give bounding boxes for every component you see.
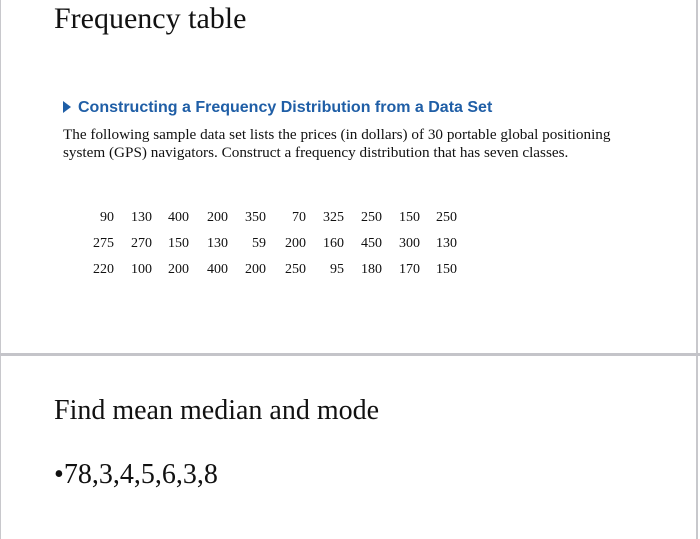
data-value: 270	[131, 236, 152, 251]
data-row	[81, 231, 457, 257]
data-value: 150	[436, 262, 457, 277]
data-value: 170	[399, 262, 420, 277]
number-list: 78,3,4,5,6,3,8	[63, 459, 218, 490]
data-value: 250	[436, 210, 457, 225]
data-value: 180	[361, 262, 382, 277]
data-value: 250	[361, 210, 382, 225]
data-value: 300	[399, 236, 420, 251]
bullet-icon: •	[54, 459, 64, 490]
data-row	[81, 257, 457, 283]
data-value: 130	[207, 236, 228, 251]
slide-mean-median-mode	[0, 356, 698, 539]
data-value: 250	[285, 262, 306, 277]
data-value: 400	[207, 262, 228, 277]
data-value: 200	[207, 210, 228, 225]
data-value: 130	[436, 236, 457, 251]
data-value: 200	[285, 236, 306, 251]
data-value: 160	[323, 236, 344, 251]
slide-title: Frequency table	[54, 2, 247, 35]
data-value: 150	[168, 236, 189, 251]
price-data-set	[81, 205, 457, 283]
data-value: 59	[252, 236, 266, 251]
data-value: 220	[93, 262, 114, 277]
data-value: 70	[292, 210, 306, 225]
triangle-bullet-icon	[63, 101, 71, 113]
example-heading	[63, 99, 492, 117]
data-value: 275	[93, 236, 114, 251]
example-heading-text: Constructing a Frequency Distribution from a Data Set	[78, 99, 493, 116]
data-value: 200	[168, 262, 189, 277]
data-value: 350	[245, 210, 266, 225]
data-row	[81, 205, 457, 231]
data-value: 150	[399, 210, 420, 225]
data-value: 100	[131, 262, 152, 277]
data-value: 130	[131, 210, 152, 225]
data-value: 325	[323, 210, 344, 225]
example-description: The following sample data set lists the prices (in dollars) of 30 portable global positioning system (GPS) navigators. Construct a frequency distribution that has seven classes.	[63, 126, 611, 161]
data-value: 450	[361, 236, 382, 251]
bullet-item	[54, 459, 218, 491]
data-value: 200	[245, 262, 266, 277]
data-value: 400	[168, 210, 189, 225]
data-value: 90	[100, 210, 114, 225]
slide-title: Find mean median and mode	[54, 395, 380, 426]
data-value: 95	[330, 262, 344, 277]
